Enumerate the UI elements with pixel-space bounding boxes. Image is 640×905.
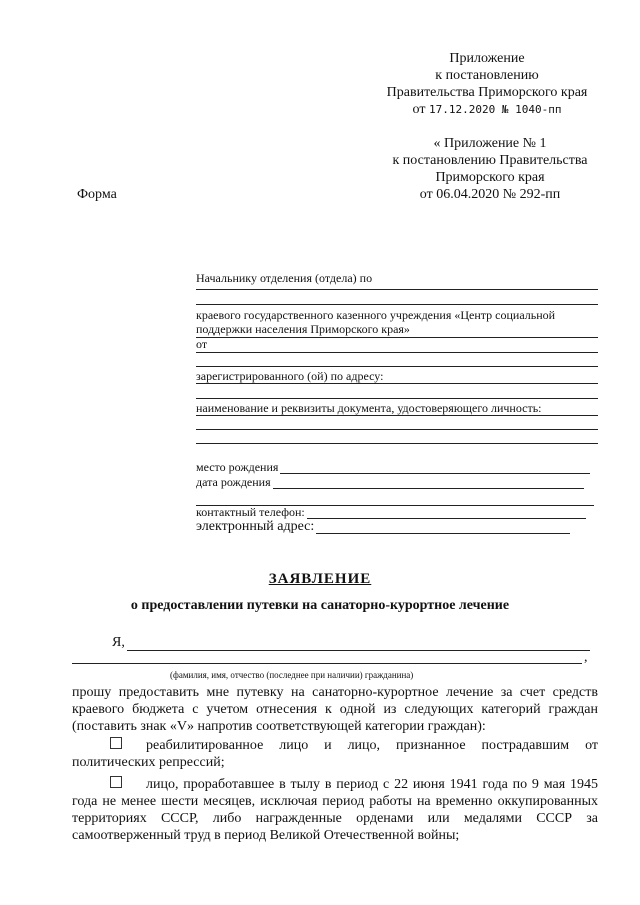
header-line: от 06.04.2020 № 292-пп — [419, 187, 561, 202]
header-line: Приморского края — [435, 170, 545, 185]
document-subtitle: о предоставлении путевки на санаторно-курортное лечение — [130, 598, 510, 613]
form-line — [196, 352, 598, 353]
form-line — [196, 443, 598, 444]
header-date-prefix: от — [412, 102, 426, 117]
form-line — [196, 429, 598, 430]
document-title: ЗАЯВЛЕНИЕ — [268, 571, 372, 587]
applicant-prefix: Я, — [112, 635, 125, 650]
category-text: лицо, проработавшее в тылу в период с 22 июня 1941 года по 9 мая 1945 года не менее шести месяцев, исключая период работы на временно оккупированных территориях СССР, либо награжденные орденами или медалями СССР за самоотверженный труд в период Великой Отечественной войны; — [72, 777, 598, 843]
header-line: Приложение — [449, 51, 525, 66]
form-line — [196, 398, 598, 399]
form-line — [72, 663, 582, 664]
amendment-header — [372, 50, 602, 118]
from-label: от — [196, 337, 208, 351]
header-line: Правительства Приморского края — [386, 85, 588, 100]
phone-label: контактный телефон: — [196, 505, 305, 519]
birthdate-label: дата рождения — [196, 475, 271, 489]
form-line — [196, 289, 598, 290]
form-line — [196, 366, 598, 367]
header-line: к постановлению — [435, 68, 539, 83]
original-header — [378, 135, 602, 203]
category-checkbox[interactable] — [110, 776, 122, 788]
category-text: реабилитированное лицо и лицо, признанное пострадавшим от политических репрессий; — [72, 738, 598, 770]
form-line — [196, 304, 598, 305]
to-head-label: Начальнику отделения (отдела) по — [196, 271, 373, 285]
category-item — [72, 776, 598, 844]
email-label: электронный адрес: — [196, 519, 315, 534]
email-field[interactable] — [196, 520, 570, 534]
applicant-name-field[interactable] — [112, 634, 590, 651]
form-line — [196, 383, 598, 384]
applicant-name-caption: (фамилия, имя, отчество (последнее при наличии) гражданина) — [170, 670, 414, 680]
trailing-comma: , — [584, 650, 588, 665]
registered-label: зарегистрированного (ой) по адресу: — [196, 369, 384, 383]
birthdate-field[interactable] — [196, 475, 584, 489]
birthplace-field[interactable] — [196, 460, 590, 474]
request-paragraph: прошу предоставить мне путевку на санаторно-курортное лечение за счет средств краевого бюджета с учетом отнесения к одной из следующих категорий граждан (поставить знак «V» напротив соответствующей категории граждан): — [72, 685, 598, 734]
identity-doc-label: наименование и реквизиты документа, удостоверяющего личность: — [196, 401, 542, 415]
form-label: Форма — [77, 187, 117, 202]
phone-field[interactable] — [196, 505, 586, 519]
header-line: к постановлению Правительства — [392, 153, 588, 168]
header-date-line — [372, 101, 602, 118]
institution-label: краевого государственного казенного учреждения «Центр социальной поддержки населения Приморского края» — [196, 308, 556, 336]
category-checkbox[interactable] — [110, 737, 122, 749]
birthplace-label: место рождения — [196, 460, 279, 474]
category-item — [72, 737, 598, 771]
header-line: « Приложение № 1 — [433, 136, 547, 151]
form-line — [196, 415, 598, 416]
header-date: 17.12.2020 № 1040-пп — [428, 103, 562, 116]
